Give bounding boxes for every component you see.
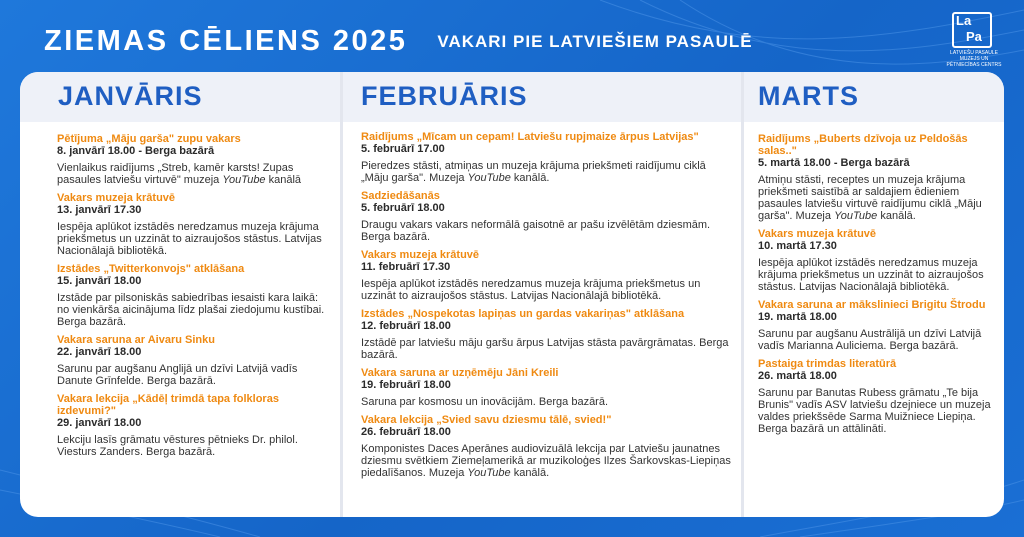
event-description: Izstādē par latviešu māju garšu ārpus Latvijas stāsta pavārgrāmatas. Berga bazārā. (361, 337, 729, 361)
event-list (361, 131, 731, 485)
event-date: 15. janvārī 18.00 (57, 275, 142, 287)
logo-caption: LATVIEŠU PASAULE MUZEJS UN PĒTNIECĪBAS CENTRS (946, 50, 1002, 68)
event-title: Pētījuma „Māju garša" zupu vakars (57, 133, 241, 145)
event-date: 19. martā 18.00 (758, 311, 837, 323)
event-title: Raidījums „Buberts dzīvoja uz Peldošās salas.." (758, 133, 968, 157)
event-item (758, 358, 994, 435)
event-item (361, 131, 731, 184)
event-title: Pastaiga trimdas literatūrā (758, 358, 897, 370)
event-description: Draugu vakars vakars neformālā gaisotnē ar pašu izvēlētām dziesmām. Berga bazārā. (361, 219, 711, 243)
event-description: Pieredzes stāsti, atmiņas un muzeja krājuma priekšmeti raidījumu ciklā „Māju garša". Muzeja YouTube kanālā. (361, 160, 706, 184)
event-date: 26. martā 18.00 (758, 370, 837, 382)
month-column-february (343, 72, 741, 517)
event-date: 19. februārī 18.00 (361, 379, 451, 391)
event-item (57, 334, 330, 387)
event-date: 8. janvārī 18.00 - Berga bazārā (57, 145, 215, 157)
event-date: 11. februārī 17.30 (361, 261, 451, 273)
logo-text-la: La (956, 13, 972, 28)
event-date: 13. janvārī 17.30 (57, 204, 142, 216)
event-description: Sarunu par Banutas Rubess grāmatu „Te bija Brunis" vadīs ASV latviešu dzejniece un muzeja valdes priekšsēde Sarma Muižniece Liepiņa. Berga bazārā un attālināti. (758, 387, 991, 435)
event-item (361, 414, 731, 479)
event-item (758, 133, 994, 222)
month-title: MARTS (758, 81, 859, 111)
month-header (343, 72, 741, 122)
event-title: Raidījums „Mīcam un cepam! Latviešu rupjmaize ārpus Latvijas" (361, 131, 699, 143)
event-item (57, 393, 330, 458)
event-title: Izstādes „Nospekotas lapiņas un gardas vakariņas" atklāšana (361, 308, 685, 320)
event-item (758, 228, 994, 293)
month-column-march (744, 72, 1004, 517)
museum-logo (946, 12, 1002, 68)
event-date: 5. martā 18.00 - Berga bazārā (758, 157, 910, 169)
event-date: 26. februārī 18.00 (361, 426, 451, 438)
event-item (758, 299, 994, 352)
event-title: Vakara lekcija „Svied savu dziesmu tālē, svied!" (361, 414, 612, 426)
event-date: 22. janvārī 18.00 (57, 346, 142, 358)
month-header (20, 72, 340, 122)
month-header (744, 72, 1004, 122)
event-title: Izstādes „Twitterkonvojs" atklāšana (57, 263, 245, 275)
event-description: Vienlaikus raidījums „Streb, kamēr karsts! Zupas pasaules latviešu virtuvē" muzeja YouTube kanālā (57, 162, 302, 186)
event-date: 12. februārī 18.00 (361, 320, 451, 332)
event-item (57, 263, 330, 328)
event-item (361, 367, 731, 408)
event-title: Vakars muzeja krātuvē (361, 249, 480, 261)
event-description: Iespēja aplūkot izstādēs neredzamus muzeja krājuma priekšmetus un uzzināt to aizraujošos stāstus. Latvijas Nacionālajā bibliotēkā. (758, 257, 984, 293)
event-description: Iespēja aplūkot izstādēs neredzamus muzeja krājuma priekšmetus un uzzināt to aizraujošos stāstus. Latvijas Nacionālajā bibliotēkā. (57, 221, 322, 257)
page-subtitle: VAKARI PIE LATVIEŠIEM PASAULĒ (437, 32, 753, 51)
event-description: Saruna par kosmosu un inovācijām. Berga bazārā. (361, 396, 609, 408)
event-title: Vakara saruna ar mākslinieci Brigitu Štrodu (758, 299, 986, 311)
event-title: Vakars muzeja krātuvē (758, 228, 877, 240)
event-title: Vakara saruna ar Aivaru Sinku (57, 334, 215, 346)
event-description: Iespēja aplūkot izstādēs neredzamus muzeja krājuma priekšmetus un uzzināt to aizraujošos stāstus. Latvijas Nacionālajā bibliotēkā. (361, 278, 701, 302)
month-title: FEBRUĀRIS (361, 81, 528, 111)
event-title: Sadziedāšanās (361, 190, 440, 202)
event-item (57, 192, 330, 257)
event-item (361, 308, 731, 361)
event-title: Vakars muzeja krātuvē (57, 192, 176, 204)
event-date: 5. februārī 18.00 (361, 202, 445, 214)
event-date: 5. februārī 17.00 (361, 143, 445, 155)
event-description: Sarunu par augšanu Anglijā un dzīvi Latvijā vadīs Danute Grīnfelde. Berga bazārā. (57, 363, 298, 387)
event-description: Komponistes Daces Aperānes audiovizuālā lekcija par Latviešu jaunatnes dziesmu svētkiem Ziemeļamerikā ar muzikoloģes Ilzes Šarkovskas-Liepiņas piedalīšanos. Muzeja YouTube kanālā. (361, 443, 731, 479)
event-description: Atmiņu stāsti, receptes un muzeja krājuma priekšmeti saistībā ar saldajiem ēdieniem pasaules latviešu virtuvē raidījumu ciklā „Māju garša". Muzeja YouTube kanālā. (758, 174, 982, 222)
event-description: Sarunu par augšanu Austrālijā un dzīvi Latvijā vadīs Marianna Auliciema. Berga bazārā. (758, 328, 982, 352)
event-description: Izstāde par pilsoniskās sabiedrības iesaisti kara laikā: no vienkārša aicinājuma līdz plašai ziedojumu kustībai. Berga bazārā. (57, 292, 325, 328)
logo-text-pa: Pa (966, 29, 982, 44)
month-column-january (20, 72, 340, 517)
event-list (57, 133, 330, 464)
event-title: Vakara lekcija „Kādēļ trimdā tapa folkloras izdevumi?" (57, 393, 279, 417)
schedule-panel (20, 72, 1004, 517)
event-list (758, 133, 994, 441)
event-item (361, 249, 731, 302)
header (44, 18, 753, 64)
event-item (361, 190, 731, 243)
event-date: 10. martā 17.30 (758, 240, 837, 252)
event-item (57, 133, 330, 186)
event-date: 29. janvārī 18.00 (57, 417, 142, 429)
event-description: Lekciju lasīs grāmatu vēstures pētnieks Dr. philol. Viesturs Zanders. Berga bazārā. (57, 434, 298, 458)
page-title: ZIEMAS CĒLIENS 2025 (44, 25, 408, 57)
month-title: JANVĀRIS (58, 81, 203, 111)
event-title: Vakara saruna ar uzņēmēju Jāni Kreili (361, 367, 559, 379)
